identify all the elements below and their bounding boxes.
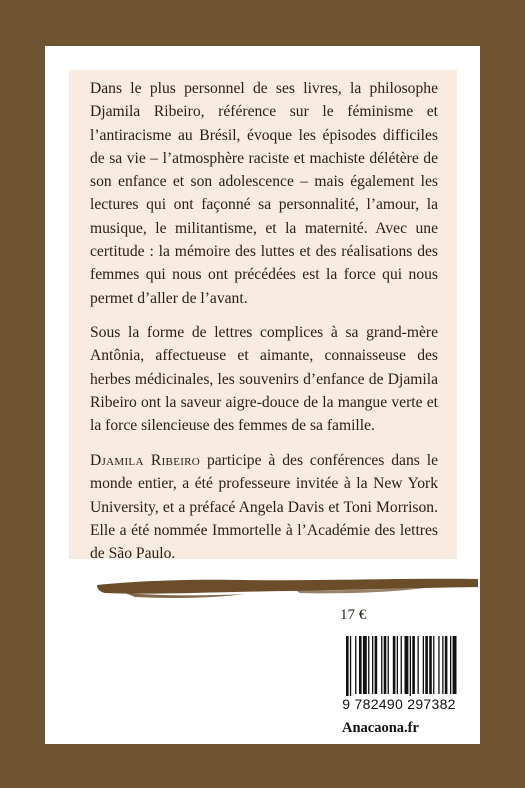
blurb-paragraph-2: Sous la forme de lettres complices à sa grand-mère Antônia, affectueuse et aimante, connaisseuse des herbes médicinales, les souvenirs d’enfance de Djamila Ribeiro ont la saveur aigre-douce de la mangue verte et la force silencieuse des femmes de sa famille.: [90, 324, 438, 435]
barcode-bar: [410, 636, 411, 696]
barcode-bar: [438, 636, 439, 694]
barcode-bar: [418, 636, 419, 694]
author-name: Djamila Ribeiro: [90, 452, 201, 469]
barcode-bar: [412, 636, 415, 694]
barcode-bar: [393, 636, 396, 694]
blurb-paragraph-1: Dans le plus personnel de ses livres, la philosophe Djamila Ribeiro, référence sur le féminisme et l’antiracisme au Brésil, évoque les épisodes difficiles de sa vie – l’atmosphère raciste et machiste délétère de son enfance et son adolescence – mais également les lectures qui ont façonné sa personnalité, l’amour, la musique, le militantisme, et la maternité. Avec une certitude : la mémoire des luttes et des réalisations des femmes qui nous ont précédées est la force qui nous permet d’aller de l’avant.: [90, 80, 438, 307]
barcode-bar: [423, 636, 424, 694]
price-label: 17 €: [340, 607, 367, 623]
barcode-bar: [397, 636, 398, 694]
publisher-website: Anacaona.fr: [342, 720, 419, 736]
barcode-bar: [453, 636, 457, 694]
barcode-bar: [381, 636, 382, 694]
barcode-bar: [375, 636, 378, 694]
barcode-bar: [350, 636, 351, 696]
barcode-bar: [372, 636, 373, 694]
barcode-bar: [401, 636, 402, 694]
barcode-bars: [336, 632, 462, 696]
barcode-bar: [368, 636, 369, 694]
brush-stroke-tail: [125, 593, 245, 598]
blurb-paragraph-3: [90, 449, 438, 565]
author-bio: participe à des conférences dans le monde entier, a été professeure invitée à la New York University, et a préfacé Angela Davis et Toni Morrison. Elle a été nommée Immortelle à l’Académie des lettres de São Paulo.: [90, 452, 438, 563]
brush-stroke-main: [97, 579, 478, 594]
brush-stroke-divider: [95, 571, 480, 601]
barcode-bar: [450, 636, 451, 694]
barcode-bar: [425, 636, 428, 694]
barcode-bar: [355, 636, 356, 694]
barcode-bar: [405, 636, 409, 694]
barcode-bar: [388, 636, 389, 694]
barcode-bar: [433, 636, 434, 694]
barcode-bar: [429, 636, 432, 694]
barcode-bar: [346, 636, 349, 696]
barcode-bar: [359, 636, 362, 694]
isbn-number: 9 782490 297382: [342, 696, 456, 712]
barcode-bar: [384, 636, 387, 694]
barcode-bar: [442, 636, 443, 694]
barcode-bar: [445, 636, 448, 694]
barcode-bar: [363, 636, 367, 694]
